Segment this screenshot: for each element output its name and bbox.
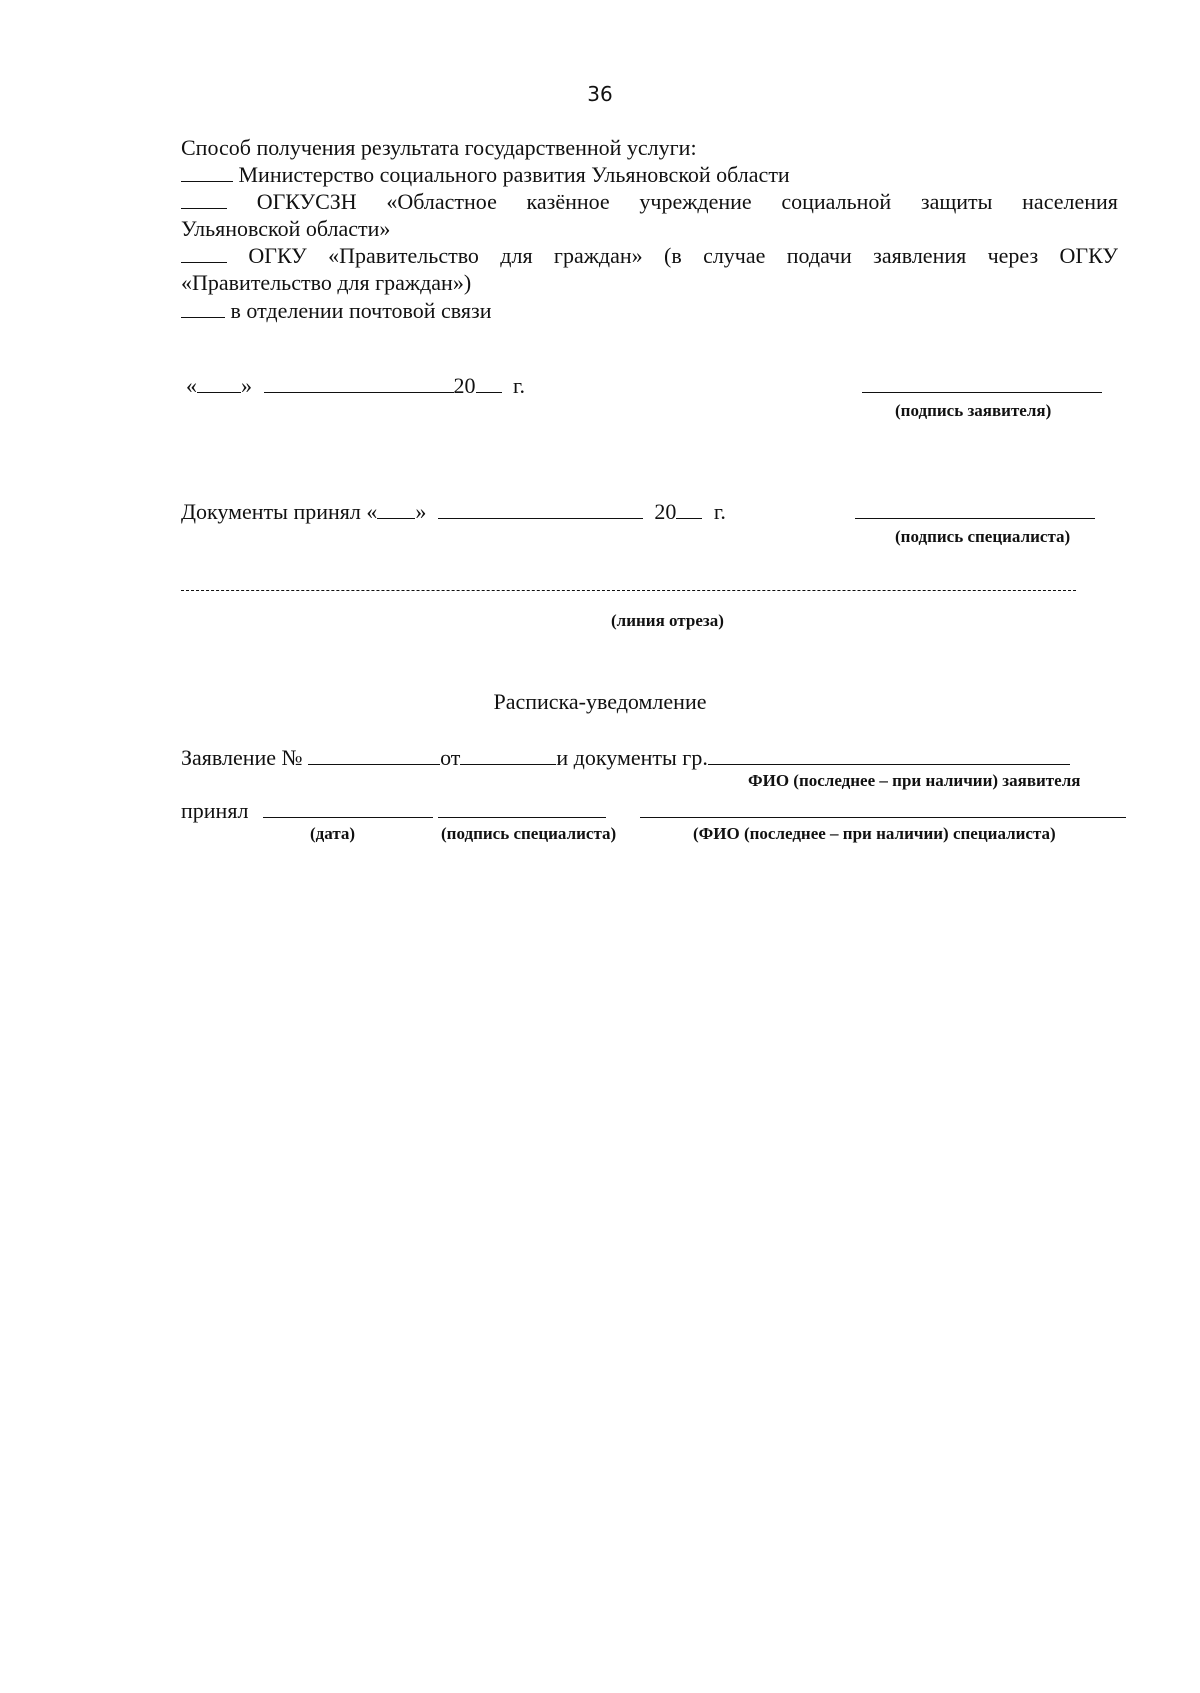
option-ogku-word: (в — [664, 243, 682, 268]
option-ogkuszn-word: социальной — [781, 189, 892, 214]
accepted-day-field[interactable] — [377, 498, 415, 519]
option-post-label: в отделении почтовой связи — [230, 298, 492, 323]
option-ogku-word: заявления — [873, 243, 967, 268]
option-ogkuszn-word: «Областное — [386, 189, 497, 214]
year-prefix: 20 — [453, 373, 476, 398]
applicant-year-field[interactable] — [476, 372, 502, 393]
option-ogku-word: через — [987, 243, 1039, 268]
specialist-name-caption: (ФИО (последнее – при наличии) специалиста) — [693, 824, 1056, 843]
option-ogkuszn-word: казённое — [526, 189, 610, 214]
option-ogkuszn-word: ОГКУСЗН — [256, 189, 357, 214]
option-ogkuszn-blank[interactable] — [181, 188, 227, 209]
receipt-accepted-label: принял — [181, 798, 249, 823]
delivery-option-ministry — [181, 161, 790, 188]
receipt-statement-row — [181, 744, 1070, 771]
option-ogku-word: случае — [703, 243, 766, 268]
option-post-blank[interactable] — [181, 297, 225, 318]
statement-label: Заявление № — [181, 745, 303, 770]
applicant-date-row — [186, 372, 525, 399]
documents-accepted-label: Документы принял « — [181, 499, 378, 524]
receipt-date-line[interactable] — [263, 817, 433, 818]
statement-number-field[interactable] — [308, 744, 440, 765]
option-ogku-blank[interactable] — [181, 242, 227, 263]
applicant-signature-caption: (подпись заявителя) — [895, 401, 1052, 420]
applicant-day-field[interactable] — [197, 372, 241, 393]
option-ogkuszn-continuation: Ульяновской области» — [181, 216, 391, 241]
delivery-option-post — [181, 297, 492, 324]
specialist-signature-caption: (подпись специалиста) — [895, 527, 1071, 546]
statement-date-field[interactable] — [460, 744, 556, 765]
cut-line — [181, 590, 1076, 591]
year-suffix: г. — [713, 499, 726, 524]
close-quote: » — [241, 373, 252, 398]
close-quote: » — [415, 499, 427, 524]
date-caption: (дата) — [310, 824, 356, 843]
delivery-option-ogkuszn — [181, 188, 1118, 215]
cut-line-caption: (линия отреза) — [611, 611, 724, 630]
open-quote: « — [186, 373, 197, 398]
receipt-signature-line[interactable] — [438, 817, 606, 818]
option-ogkuszn-word: населения — [1022, 189, 1118, 214]
applicant-month-field[interactable] — [264, 372, 454, 393]
year-suffix: г. — [513, 373, 526, 398]
option-ogkuszn-word: защиты — [920, 189, 993, 214]
applicant-signature-line[interactable] — [862, 392, 1102, 393]
documents-label: и документы гр. — [556, 745, 708, 770]
option-ogku-word: граждан» — [553, 243, 643, 268]
delivery-option-ogku — [181, 242, 1118, 269]
year-prefix: 20 — [654, 499, 677, 524]
from-label: от — [440, 745, 461, 770]
page-number: 36 — [587, 82, 613, 106]
documents-accepted-row — [181, 498, 726, 525]
option-ogku-continuation: «Правительство для граждан») — [181, 270, 472, 295]
option-ogkuszn-word: учреждение — [639, 189, 752, 214]
option-ministry-label: Министерство социального развития Ульяновской области — [238, 162, 790, 187]
accepted-month-field[interactable] — [438, 498, 643, 519]
option-ogku-word: «Правительство — [328, 243, 479, 268]
applicant-name-caption: ФИО (последнее – при наличии) заявителя — [748, 771, 1081, 790]
option-ogku-word: подачи — [786, 243, 852, 268]
receipt-title: Расписка-уведомление — [493, 689, 707, 714]
option-ministry-blank[interactable] — [181, 161, 233, 182]
delivery-heading: Способ получения результата государственной услуги: — [181, 135, 697, 160]
option-ogku-word: для — [500, 243, 533, 268]
applicant-name-field[interactable] — [708, 744, 1070, 765]
receipt-signature-caption: (подпись специалиста) — [441, 824, 617, 843]
option-ogku-word: ОГКУ — [1059, 243, 1118, 268]
option-ogku-word: ОГКУ — [248, 243, 307, 268]
accepted-year-field[interactable] — [676, 498, 702, 519]
receipt-specialist-name-line[interactable] — [640, 817, 1126, 818]
specialist-signature-line[interactable] — [855, 518, 1095, 519]
